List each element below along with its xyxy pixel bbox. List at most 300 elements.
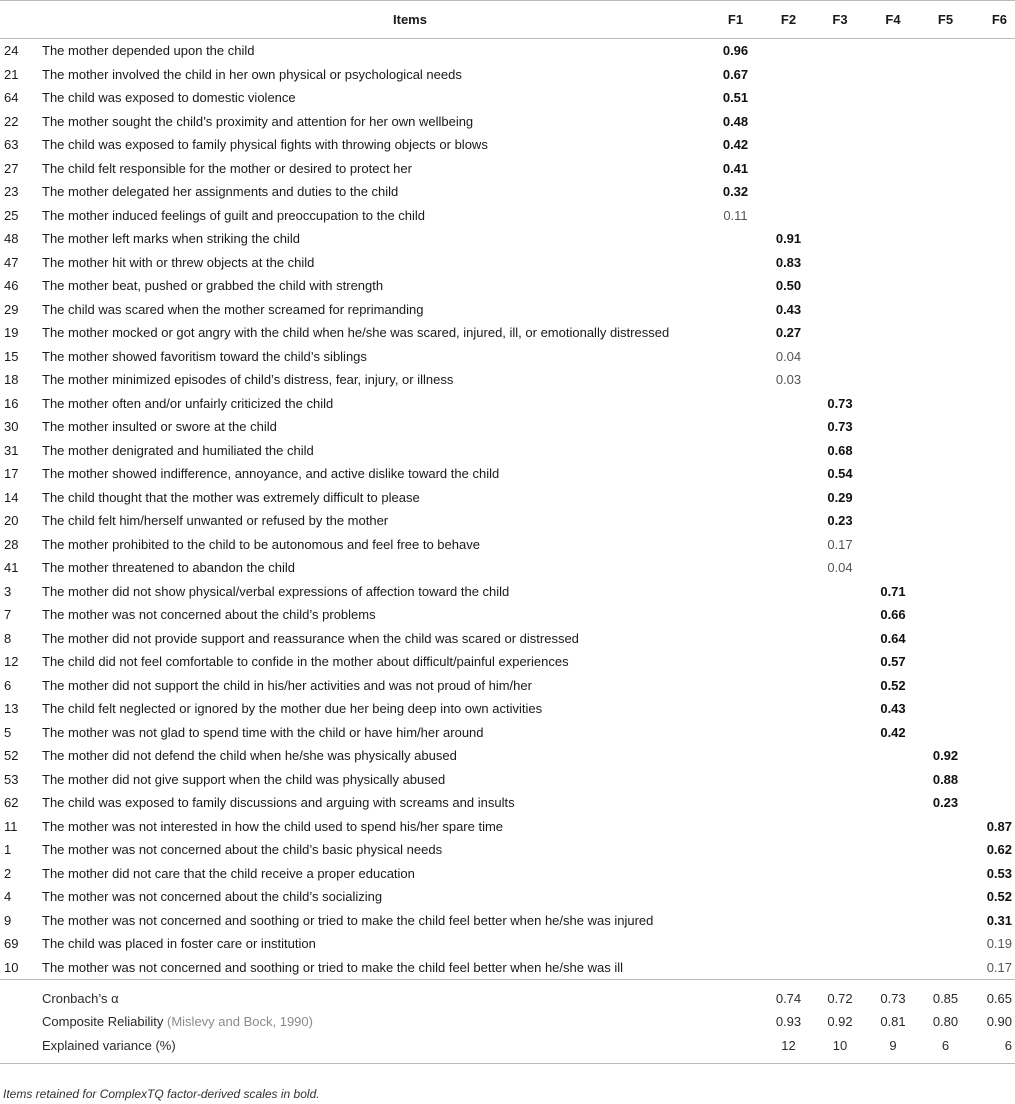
loading-f5 bbox=[920, 838, 971, 862]
loading-f6 bbox=[971, 110, 1015, 134]
item-text: The mother often and/or unfairly criticized the child bbox=[42, 395, 334, 411]
composite-f6: 0.90 bbox=[986, 1014, 1012, 1029]
item-text: The mother was not concerned about the child’s problems bbox=[42, 607, 376, 623]
loading-f2 bbox=[763, 157, 814, 181]
composite-f2: 0.93 bbox=[775, 1014, 802, 1029]
stats-body bbox=[0, 980, 1015, 1064]
loading-f6: 0.53 bbox=[986, 865, 1012, 881]
loading-f6 bbox=[971, 509, 1015, 533]
cronbach-f4: 0.73 bbox=[866, 980, 920, 1011]
loading-f4 bbox=[866, 791, 920, 815]
loading-f4 bbox=[866, 909, 920, 933]
loading-f4 bbox=[866, 956, 920, 980]
loading-f3: 0.04 bbox=[827, 560, 853, 576]
loading-f2: 0.03 bbox=[775, 372, 802, 388]
loading-f1 bbox=[708, 251, 763, 275]
table-row bbox=[0, 86, 1015, 110]
loading-f1 bbox=[708, 815, 763, 839]
loading-f1 bbox=[708, 603, 763, 627]
item-text: The mother was not interested in how the child used to spend his/her spare time bbox=[42, 818, 504, 834]
table-row bbox=[0, 744, 1015, 768]
variance-f4: 9 bbox=[866, 1033, 920, 1064]
item-text: The mother was not glad to spend time with the child or have him/her around bbox=[42, 724, 484, 740]
loading-f5 bbox=[920, 39, 971, 63]
item-text: The mother showed indifference, annoyance, and active dislike toward the child bbox=[42, 466, 500, 482]
loading-f4 bbox=[866, 86, 920, 110]
item-number: 46 bbox=[4, 278, 19, 294]
loading-f6 bbox=[971, 251, 1015, 275]
loading-f2 bbox=[763, 580, 814, 604]
loading-f5 bbox=[920, 180, 971, 204]
loading-f6 bbox=[971, 533, 1015, 557]
loading-f2 bbox=[763, 815, 814, 839]
table-footnote: Items retained for ComplexTQ factor-derived scales in bold. bbox=[3, 1087, 320, 1101]
loading-f2 bbox=[763, 603, 814, 627]
loading-f1: 0.48 bbox=[722, 113, 749, 129]
loading-f2 bbox=[763, 509, 814, 533]
f6-header: F6 bbox=[971, 1, 1015, 39]
loading-f2 bbox=[763, 180, 814, 204]
loading-f6: 0.17 bbox=[986, 959, 1012, 975]
item-number: 19 bbox=[4, 325, 19, 341]
item-text: The mother sought the child’s proximity and attention for her own wellbeing bbox=[42, 113, 474, 129]
table-row bbox=[0, 39, 1015, 63]
loading-f3 bbox=[814, 721, 866, 745]
cronbach-f5: 0.85 bbox=[920, 980, 971, 1011]
loading-f4: 0.64 bbox=[880, 630, 906, 646]
item-text: The mother hit with or threw objects at the child bbox=[42, 254, 315, 270]
loading-f1 bbox=[708, 932, 763, 956]
f3-header: F3 bbox=[814, 1, 866, 39]
item-text: The child was exposed to family discussions and arguing with screams and insults bbox=[42, 795, 515, 811]
variance-f5: 6 bbox=[920, 1033, 971, 1064]
items-header: Items bbox=[0, 1, 708, 39]
composite-f4: 0.81 bbox=[880, 1014, 906, 1029]
loading-f4: 0.52 bbox=[880, 677, 906, 693]
variance-f2: 12 bbox=[763, 1033, 814, 1064]
loading-f3: 0.68 bbox=[827, 442, 853, 458]
loading-f6 bbox=[971, 556, 1015, 580]
item-text: The mother showed favoritism toward the child’s siblings bbox=[42, 348, 367, 364]
item-number: 48 bbox=[4, 231, 19, 247]
loading-f3 bbox=[814, 956, 866, 980]
loading-f2 bbox=[763, 909, 814, 933]
cronbach-f3: 0.72 bbox=[814, 980, 866, 1011]
item-number: 16 bbox=[4, 395, 19, 411]
table-row bbox=[0, 321, 1015, 345]
loading-f3 bbox=[814, 251, 866, 275]
loading-f4 bbox=[866, 486, 920, 510]
table-row bbox=[0, 768, 1015, 792]
loading-f2 bbox=[763, 486, 814, 510]
item-number: 17 bbox=[4, 466, 19, 482]
loading-f3 bbox=[814, 368, 866, 392]
loading-f3 bbox=[814, 227, 866, 251]
loading-f3 bbox=[814, 110, 866, 134]
item-number: 64 bbox=[4, 90, 19, 106]
loading-f4: 0.71 bbox=[880, 583, 906, 599]
loading-f2: 0.50 bbox=[775, 278, 802, 294]
composite-f1 bbox=[708, 1010, 763, 1033]
item-text: The child was exposed to domestic violence bbox=[42, 90, 296, 106]
loading-f4 bbox=[866, 227, 920, 251]
item-number: 23 bbox=[4, 184, 19, 200]
item-text: The mother was not concerned about the child’s basic physical needs bbox=[42, 842, 443, 858]
table-row bbox=[0, 791, 1015, 815]
loading-f3 bbox=[814, 39, 866, 63]
table-row bbox=[0, 603, 1015, 627]
loading-f3: 0.23 bbox=[827, 513, 853, 529]
item-number: 8 bbox=[4, 630, 12, 646]
loading-f4 bbox=[866, 838, 920, 862]
loading-f6 bbox=[971, 157, 1015, 181]
cronbach-f6: 0.65 bbox=[971, 980, 1015, 1011]
item-number: 52 bbox=[4, 748, 19, 764]
cronbach-label: Cronbach’s α bbox=[0, 980, 708, 1011]
loading-f6 bbox=[971, 627, 1015, 651]
item-text: The mother did not care that the child receive a proper education bbox=[42, 865, 415, 881]
loading-f2 bbox=[763, 768, 814, 792]
item-text: The child was exposed to family physical fights with throwing objects or blows bbox=[42, 137, 488, 153]
table-row bbox=[0, 650, 1015, 674]
loading-f6 bbox=[971, 274, 1015, 298]
item-number: 12 bbox=[4, 654, 19, 670]
loading-f4 bbox=[866, 392, 920, 416]
loading-f2: 0.83 bbox=[775, 254, 802, 270]
loading-f5 bbox=[920, 204, 971, 228]
loading-f2 bbox=[763, 721, 814, 745]
item-number: 30 bbox=[4, 419, 19, 435]
loading-f1 bbox=[708, 227, 763, 251]
table-row bbox=[0, 392, 1015, 416]
loading-f3 bbox=[814, 204, 866, 228]
loading-f2 bbox=[763, 415, 814, 439]
loading-f3 bbox=[814, 63, 866, 87]
loading-f1 bbox=[708, 274, 763, 298]
loading-f5 bbox=[920, 462, 971, 486]
loading-f5 bbox=[920, 274, 971, 298]
loading-f1 bbox=[708, 345, 763, 369]
item-text: The child felt him/herself unwanted or refused by the mother bbox=[42, 513, 389, 529]
table-row bbox=[0, 251, 1015, 275]
composite-citation-link[interactable]: (Mislevy and Bock, 1990) bbox=[167, 1014, 313, 1029]
loading-f3 bbox=[814, 862, 866, 886]
loading-f3 bbox=[814, 180, 866, 204]
item-number: 3 bbox=[4, 583, 12, 599]
loading-f5 bbox=[920, 86, 971, 110]
loading-f4 bbox=[866, 533, 920, 557]
loading-f6 bbox=[971, 439, 1015, 463]
item-text: The mother did not provide support and reassurance when the child was scared or distressed bbox=[42, 630, 579, 646]
loading-f5 bbox=[920, 298, 971, 322]
loading-f1 bbox=[708, 909, 763, 933]
item-text: The mother induced feelings of guilt and preoccupation to the child bbox=[42, 207, 426, 223]
table-row bbox=[0, 580, 1015, 604]
table-row bbox=[0, 932, 1015, 956]
item-number: 20 bbox=[4, 513, 19, 529]
table-row bbox=[0, 157, 1015, 181]
item-number: 7 bbox=[4, 607, 12, 623]
table-row bbox=[0, 556, 1015, 580]
loading-f4 bbox=[866, 815, 920, 839]
loading-f6 bbox=[971, 392, 1015, 416]
loading-f2 bbox=[763, 791, 814, 815]
loading-f2 bbox=[763, 133, 814, 157]
item-text: The mother minimized episodes of child’s distress, fear, injury, or illness bbox=[42, 372, 454, 388]
composite-f3: 0.92 bbox=[827, 1014, 853, 1029]
loading-f2 bbox=[763, 63, 814, 87]
item-number: 62 bbox=[4, 795, 19, 811]
loading-f5 bbox=[920, 392, 971, 416]
loading-f3 bbox=[814, 885, 866, 909]
loading-f5: 0.88 bbox=[932, 771, 959, 787]
loading-f4: 0.66 bbox=[880, 607, 906, 623]
table-row bbox=[0, 509, 1015, 533]
item-number: 4 bbox=[4, 889, 12, 905]
table-row bbox=[0, 885, 1015, 909]
loading-f6: 0.19 bbox=[986, 936, 1012, 952]
loading-f2 bbox=[763, 392, 814, 416]
loading-f6 bbox=[971, 791, 1015, 815]
loading-f4 bbox=[866, 39, 920, 63]
loading-f2 bbox=[763, 885, 814, 909]
item-number: 1 bbox=[4, 842, 12, 858]
loading-f2 bbox=[763, 956, 814, 980]
loading-f1 bbox=[708, 298, 763, 322]
loading-f4 bbox=[866, 862, 920, 886]
loading-f6 bbox=[971, 603, 1015, 627]
loading-f1 bbox=[708, 368, 763, 392]
loading-f2 bbox=[763, 86, 814, 110]
loading-f5: 0.23 bbox=[932, 795, 959, 811]
loading-f4 bbox=[866, 180, 920, 204]
loading-f1 bbox=[708, 580, 763, 604]
variance-f6: 6 bbox=[971, 1033, 1015, 1064]
loading-f2 bbox=[763, 932, 814, 956]
item-text: The mother depended upon the child bbox=[42, 43, 255, 59]
loading-f3 bbox=[814, 321, 866, 345]
loading-f1: 0.32 bbox=[722, 184, 749, 200]
loading-f4 bbox=[866, 768, 920, 792]
loading-f6 bbox=[971, 580, 1015, 604]
item-number: 5 bbox=[4, 724, 12, 740]
item-text: The child did not feel comfortable to confide in the mother about difficult/painful experiences bbox=[42, 654, 569, 670]
loading-f2 bbox=[763, 439, 814, 463]
item-text: The mother involved the child in her own physical or psychological needs bbox=[42, 66, 462, 82]
loading-f2: 0.27 bbox=[775, 325, 802, 341]
loading-f6 bbox=[971, 321, 1015, 345]
loading-f4 bbox=[866, 157, 920, 181]
table-row bbox=[0, 697, 1015, 721]
loading-f4 bbox=[866, 133, 920, 157]
loading-f1 bbox=[708, 885, 763, 909]
loading-f3 bbox=[814, 932, 866, 956]
item-text: The mother insulted or swore at the child bbox=[42, 419, 277, 435]
loading-f5 bbox=[920, 63, 971, 87]
loading-f2 bbox=[763, 862, 814, 886]
item-number: 24 bbox=[4, 43, 19, 59]
loading-f4 bbox=[866, 368, 920, 392]
loading-f1 bbox=[708, 392, 763, 416]
loading-f5 bbox=[920, 627, 971, 651]
header-row bbox=[0, 1, 1015, 39]
loading-f5 bbox=[920, 486, 971, 510]
loading-f3: 0.29 bbox=[827, 489, 853, 505]
cronbach-f1 bbox=[708, 980, 763, 1011]
loading-f5 bbox=[920, 862, 971, 886]
item-number: 11 bbox=[4, 818, 18, 834]
loading-f5 bbox=[920, 721, 971, 745]
item-text: The child was scared when the mother screamed for reprimanding bbox=[42, 301, 424, 317]
item-number: 31 bbox=[4, 442, 19, 458]
loading-f1 bbox=[708, 721, 763, 745]
item-number: 9 bbox=[4, 912, 12, 928]
loading-f2 bbox=[763, 533, 814, 557]
loading-f2 bbox=[763, 39, 814, 63]
variance-label: Explained variance (%) bbox=[0, 1033, 708, 1064]
loading-f4 bbox=[866, 439, 920, 463]
loading-f3 bbox=[814, 909, 866, 933]
loading-f6: 0.62 bbox=[986, 842, 1012, 858]
f2-header: F2 bbox=[763, 1, 814, 39]
item-text: The child thought that the mother was extremely difficult to please bbox=[42, 489, 420, 505]
loading-f1 bbox=[708, 744, 763, 768]
loading-f5 bbox=[920, 909, 971, 933]
item-number: 69 bbox=[4, 936, 19, 952]
loading-f2 bbox=[763, 744, 814, 768]
loading-f5 bbox=[920, 321, 971, 345]
loading-f3 bbox=[814, 580, 866, 604]
loading-f1 bbox=[708, 674, 763, 698]
loading-f6 bbox=[971, 697, 1015, 721]
loading-f4 bbox=[866, 415, 920, 439]
loading-f1 bbox=[708, 321, 763, 345]
loading-f6 bbox=[971, 86, 1015, 110]
loading-f3: 0.73 bbox=[827, 419, 853, 435]
loading-f4 bbox=[866, 110, 920, 134]
loading-f3 bbox=[814, 815, 866, 839]
loading-f3 bbox=[814, 744, 866, 768]
table-row bbox=[0, 298, 1015, 322]
item-number: 63 bbox=[4, 137, 19, 153]
loading-f1 bbox=[708, 862, 763, 886]
table-row bbox=[0, 533, 1015, 557]
loading-f6 bbox=[971, 39, 1015, 63]
table-row bbox=[0, 204, 1015, 228]
loading-f6 bbox=[971, 462, 1015, 486]
loading-f5 bbox=[920, 157, 971, 181]
item-text: The mother mocked or got angry with the child when he/she was scared, injured, ill, or emotionally distressed bbox=[42, 325, 670, 341]
loading-f1: 0.42 bbox=[722, 137, 749, 153]
table-row bbox=[0, 439, 1015, 463]
item-number: 28 bbox=[4, 536, 19, 552]
item-text: The child was placed in foster care or institution bbox=[42, 936, 316, 952]
table-row bbox=[0, 274, 1015, 298]
loading-f3: 0.73 bbox=[827, 395, 853, 411]
table-row bbox=[0, 227, 1015, 251]
loading-f5 bbox=[920, 674, 971, 698]
loading-f6 bbox=[971, 368, 1015, 392]
loading-f4 bbox=[866, 274, 920, 298]
loading-f6 bbox=[971, 298, 1015, 322]
loading-f2 bbox=[763, 697, 814, 721]
item-text: The child felt responsible for the mother or desired to protect her bbox=[42, 160, 412, 176]
item-text: The mother was not concerned about the child’s socializing bbox=[42, 889, 383, 905]
loading-f5 bbox=[920, 368, 971, 392]
loading-f3 bbox=[814, 627, 866, 651]
loading-f3: 0.54 bbox=[827, 466, 853, 482]
loading-f2: 0.43 bbox=[775, 301, 802, 317]
loading-f1 bbox=[708, 838, 763, 862]
loading-f6 bbox=[971, 227, 1015, 251]
item-text: The mother beat, pushed or grabbed the child with strength bbox=[42, 278, 384, 294]
loading-f2: 0.04 bbox=[775, 348, 802, 364]
item-text: The mother delegated her assignments and duties to the child bbox=[42, 184, 399, 200]
loading-f3 bbox=[814, 674, 866, 698]
table-row bbox=[0, 133, 1015, 157]
loading-f2 bbox=[763, 650, 814, 674]
loading-f2: 0.91 bbox=[775, 231, 802, 247]
loading-f5 bbox=[920, 227, 971, 251]
loading-f6 bbox=[971, 768, 1015, 792]
item-number: 18 bbox=[4, 372, 19, 388]
loading-f3 bbox=[814, 791, 866, 815]
loading-f6 bbox=[971, 674, 1015, 698]
loading-f3 bbox=[814, 838, 866, 862]
loading-f4: 0.57 bbox=[880, 654, 906, 670]
item-text: The mother was not concerned and soothing or tried to make the child feel better when he/she was injured bbox=[42, 912, 654, 928]
item-number: 29 bbox=[4, 301, 19, 317]
cronbach-f2: 0.74 bbox=[763, 980, 814, 1011]
loading-f1 bbox=[708, 462, 763, 486]
loading-f1 bbox=[708, 439, 763, 463]
loading-f3 bbox=[814, 650, 866, 674]
loading-f4 bbox=[866, 298, 920, 322]
loading-f5 bbox=[920, 251, 971, 275]
loading-f2 bbox=[763, 110, 814, 134]
loading-f2 bbox=[763, 462, 814, 486]
item-number: 25 bbox=[4, 207, 19, 223]
loading-f3 bbox=[814, 157, 866, 181]
loading-f5 bbox=[920, 815, 971, 839]
loading-f2 bbox=[763, 556, 814, 580]
loading-f5 bbox=[920, 439, 971, 463]
loading-f5 bbox=[920, 697, 971, 721]
table-row bbox=[0, 838, 1015, 862]
loading-f1 bbox=[708, 650, 763, 674]
composite-f5: 0.80 bbox=[932, 1014, 959, 1029]
item-number: 27 bbox=[4, 160, 19, 176]
composite-row bbox=[0, 1010, 1015, 1033]
item-number: 6 bbox=[4, 677, 12, 693]
loading-f1 bbox=[708, 486, 763, 510]
cronbach-row bbox=[0, 980, 1015, 1011]
f1-header: F1 bbox=[708, 1, 763, 39]
table-row bbox=[0, 486, 1015, 510]
loading-f6 bbox=[971, 133, 1015, 157]
loading-f5 bbox=[920, 133, 971, 157]
item-number: 41 bbox=[4, 560, 19, 576]
composite-label: Composite Reliability bbox=[42, 1014, 164, 1029]
loading-f6 bbox=[971, 63, 1015, 87]
f5-header: F5 bbox=[920, 1, 971, 39]
loading-f3 bbox=[814, 697, 866, 721]
item-text: The mother prohibited to the child to be autonomous and feel free to behave bbox=[42, 536, 480, 552]
table-row bbox=[0, 956, 1015, 980]
loading-f6: 0.52 bbox=[986, 889, 1012, 905]
loading-f5 bbox=[920, 956, 971, 980]
item-number: 10 bbox=[4, 959, 19, 975]
